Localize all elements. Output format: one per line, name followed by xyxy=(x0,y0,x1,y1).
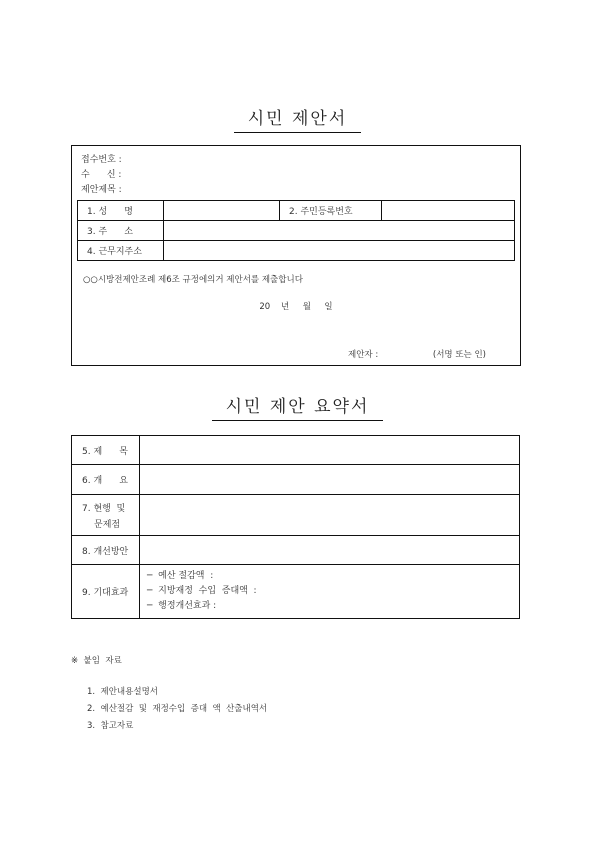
effect-item: ─ 행정개선효과 : xyxy=(147,601,217,611)
title-row-field[interactable] xyxy=(140,436,520,465)
work-address-field[interactable] xyxy=(164,241,515,261)
attachment-item: 2. 예산절감 및 재정수입 증대 액 산출내역서 xyxy=(87,704,268,714)
attachments-heading: ※ 붙임 자료 xyxy=(71,656,122,666)
summary-table xyxy=(71,435,520,619)
overview-row-field[interactable] xyxy=(140,465,520,495)
improvement-plan-label: 8. 개선방안 xyxy=(72,536,140,565)
attachment-item: 1. 제안내용설명서 xyxy=(87,687,158,697)
summary-title: 시민 제안 요약서 xyxy=(0,392,595,421)
proposal-title: 시민 제안서 xyxy=(0,104,595,133)
reception-number-label: 접수번호 : xyxy=(81,155,122,165)
signature-line xyxy=(348,348,486,360)
effect-item: ─ 지방재정 수입 증대액 : xyxy=(147,586,257,596)
attachments-list xyxy=(87,684,267,735)
signature-note: (서명 또는 인) xyxy=(432,350,486,360)
rrn-label: 2. 주민등록번호 xyxy=(280,201,382,221)
address-field[interactable] xyxy=(164,221,515,241)
current-problems-field[interactable] xyxy=(140,495,520,536)
address-label: 3. 주 소 xyxy=(78,221,164,241)
subject-label: 제안제목 : xyxy=(81,185,122,195)
attachment-item: 3. 참고자료 xyxy=(87,721,134,731)
name-field[interactable] xyxy=(164,201,280,221)
expected-effects-field[interactable] xyxy=(140,565,520,619)
title-row-label: 5. 제 목 xyxy=(72,436,140,465)
proposal-form xyxy=(71,145,521,366)
rrn-field[interactable] xyxy=(382,201,515,221)
overview-row-label: 6. 개 요 xyxy=(72,465,140,495)
work-address-label: 4. 근무지주소 xyxy=(78,241,164,261)
effect-item: ─ 예산 절감액 : xyxy=(147,571,214,581)
expected-effects-label: 9. 기대효과 xyxy=(72,565,140,619)
proposer-label: 제안자 : xyxy=(348,350,379,360)
current-problems-label: 7. 현행 및 문제점 xyxy=(72,495,140,536)
name-label: 1. 성 명 xyxy=(78,201,164,221)
improvement-plan-field[interactable] xyxy=(140,536,520,565)
submission-statement: ○○시방전제안조례 제6조 규정에의거 제안서를 제출합니다 xyxy=(83,275,303,285)
recipient-label: 수 신 : xyxy=(81,170,122,180)
applicant-info-table xyxy=(77,200,515,261)
date-line: 20 년 월 일 xyxy=(259,302,333,312)
